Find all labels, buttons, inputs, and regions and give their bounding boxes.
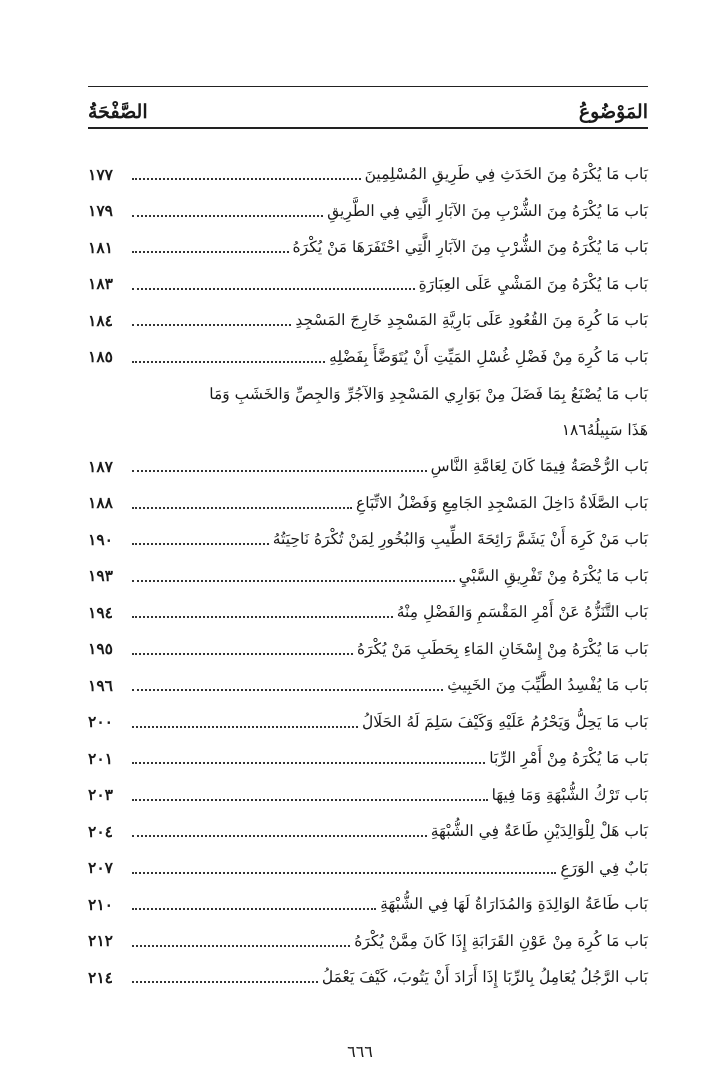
topic-column-label: المَوْضُوعُ [578,101,648,123]
toc-entry-title: بَاب تَرْكُ الشُّبْهَةِ وَمَا فِيهَا [491,785,648,804]
toc-entry-page: ٢٠٤ [88,821,113,841]
dot-leader [132,361,325,363]
dot-leader [132,178,361,180]
toc-entry-title: بَاب مَا يُكْرَهُ مِنْ إِسْخَانِ المَاءِ بِحَطَبِ مَنْ يُكْرَهُ [356,639,648,658]
toc-entry-page: ١٩٥ [88,639,113,659]
toc-entry-page: ١٧٧ [88,164,113,184]
toc-entry-page: ١٨٦ [561,420,587,439]
toc-entry [88,266,648,303]
toc-entry-title: بَاب مَا يَحِلُّ وَيَحْرُمُ عَلَيْهِ وَكَيْفَ سَلِمَ لَهُ الحَلَالُ [361,712,648,731]
dot-leader [132,835,427,837]
dot-leader [132,872,556,874]
toc-entry-page: ١٩٤ [88,602,113,622]
toc-entry-title: بَاب مَا يُصْنَعُ بِمَا فَضَلَ مِنْ بَوَارِي المَسْجِدِ وَالآجُرِّ وَالجِصِّ وَالخَشَبِ وَمَا [209,384,648,403]
toc-entry-page: ٢٠٧ [88,858,113,878]
toc-entry-page: ١٨٥ [88,347,113,367]
toc-entry-page: ٢٠٠ [88,712,113,732]
toc-entry-page: ١٨٧ [88,456,113,476]
dot-leader [132,689,443,691]
dot-leader [132,945,350,947]
toc-entry-title: بَاب مَا كُرِهَ مِنَ القُعُودِ عَلَى بَارِيَّةِ المَسْجِدِ خَارِجَ المَسْجِدِ [295,311,648,330]
toc-entry [88,594,648,631]
toc-entry [88,156,648,193]
dot-leader [132,762,485,764]
toc-entry-title: بَاب الصَّلَاةُ دَاخِلَ المَسْجِدِ الجَامِعِ وَفَضْلُ الاتِّبَاعِ [355,493,648,512]
toc-entry-page: ١٨١ [88,237,113,257]
toc-entry-title: بَاب هَلْ لِلْوَالِدَيْنِ طَاعَةٌ فِي الشُّبْهَةِ [430,822,648,841]
toc-entry-title: بَاب التَّنَزُّهُ عَنْ أَمْرِ المَقْسَمِ وَالفَضْلِ مِنْهُ [396,603,648,622]
toc-entry-title: بَاب مَا يُكْرَهُ مِنَ المَشْيِ عَلَى العِبَارَةِ [418,274,648,293]
dot-leader [132,726,358,728]
page-column-label: الصَّفْحَةُ [88,101,148,123]
toc-entry-page: ٢١٤ [88,967,113,987]
dot-leader [132,215,323,217]
toc-entry [88,959,648,996]
toc-entry-title: بَاب مَا يُفْسِدُ الطَّيِّبَ مِنَ الخَبِيثِ [447,676,648,695]
toc-entry-title: بَاب الرَّجُلُ يُعَامِلُ بِالرِّبَا إِذَا أَرَادَ أَنْ يَتُوبَ، كَيْفَ يَعْمَلُ [321,968,648,987]
toc-entry-title: بَاب مَنْ كَرِهَ أَنْ يَشَمَّ رَائِحَةَ الطِّيبِ وَالبُخُورِ لِمَنْ تُكْرَهُ نَاحِيَتُهُ [272,530,648,549]
toc-entry [88,485,648,522]
dot-leader [132,324,291,326]
toc-entry [88,777,648,814]
toc-entry-page: ٢٠١ [88,748,113,768]
toc-entry [88,704,648,741]
header-bottom-rule [88,127,648,129]
toc-entry-page: ٢١٠ [88,894,113,914]
toc-entry-title-continued: هَذَا سَبِيلُهُ [586,420,648,439]
page-number: ٦٦٦ [347,1042,373,1061]
toc-entry-title: بَاب طَاعَةُ الوَالِدَةِ وَالمُدَارَاةُ لَهَا فِي الشُّبْهَةِ [380,895,648,914]
dot-leader [132,543,269,545]
toc-entry-title: بَاب مَا يُكْرَهُ مِنَ الشُّرْبِ مِنَ الآبَارِ الَّتِي احْتَفَرَهَا مَنْ يُكْرَهُ [292,238,648,257]
toc-entry [88,558,648,595]
toc-entry-page: ٢١٢ [88,931,113,951]
toc-entry [88,448,648,485]
toc-entry-title: بَاب مَا كُرِهَ مِنْ فَضْلِ غُسْلِ المَيِّتِ أَنْ يُتَوَضَّأَ بِفَضْلِهِ [329,347,648,366]
dot-leader [132,616,393,618]
dot-leader [132,653,353,655]
toc-entry [88,923,648,960]
toc-entry-title: بَاب مَا كُرِهَ مِنْ عَوْنِ القَرَابَةِ إِذَا كَانَ مِمَّنْ يُكْرَهُ [354,931,648,950]
toc-list [88,156,648,996]
toc-entry-title: بَاب الرُّخْصَةُ فِيمَا كَانَ لِعَامَّةِ النَّاسِ [430,457,648,476]
dot-leader [132,251,289,253]
toc-entry-title: بَاب مَا يُكْرَهُ مِنْ أَمْرِ الرِّبَا [489,749,648,768]
dot-leader [132,580,455,582]
toc-entry [88,886,648,923]
toc-entry [88,667,648,704]
dot-leader [132,288,415,290]
toc-entry-page: ١٨٨ [88,493,113,513]
toc-entry-title: بَاب مَا يُكْرَهُ مِنَ الشُّرْبِ مِنَ الآبَارِ الَّتِي فِي الطَّرِيقِ [327,201,648,220]
toc-entry-page: ١٩٦ [88,675,113,695]
toc-entry-title: بَاب مَا يُكْرَهُ مِنَ الحَدَثِ فِي طَرِيقِ المُسْلِمِينَ [364,165,648,184]
toc-entry [88,631,648,668]
toc-entry-title: بَاب مَا يُكْرَهُ مِنْ تَفْرِيقِ السَّبْيِ [458,566,648,585]
toc-entry-page: ٢٠٣ [88,785,113,805]
toc-header [88,88,648,126]
toc-entry [88,229,648,266]
toc-entry [88,339,648,376]
toc-entry [88,813,648,850]
dot-leader [132,981,318,983]
dot-leader [132,908,376,910]
toc-entry [88,302,648,339]
toc-entry [88,521,648,558]
toc-entry-page: ١٩٠ [88,529,113,549]
toc-entry-title: بَابٌ فِي الوَرَعِ [560,858,648,877]
toc-entry [88,850,648,887]
header-top-rule [88,86,648,87]
toc-entry [88,193,648,230]
toc-entry-page: ١٩٣ [88,566,113,586]
toc-entry [88,375,648,448]
dot-leader [132,470,427,472]
dot-leader [132,799,488,801]
toc-entry-page: ١٧٩ [88,201,113,221]
toc-entry [88,740,648,777]
toc-entry-page: ١٨٤ [88,310,113,330]
toc-entry-page: ١٨٣ [88,274,113,294]
dot-leader [132,507,352,509]
